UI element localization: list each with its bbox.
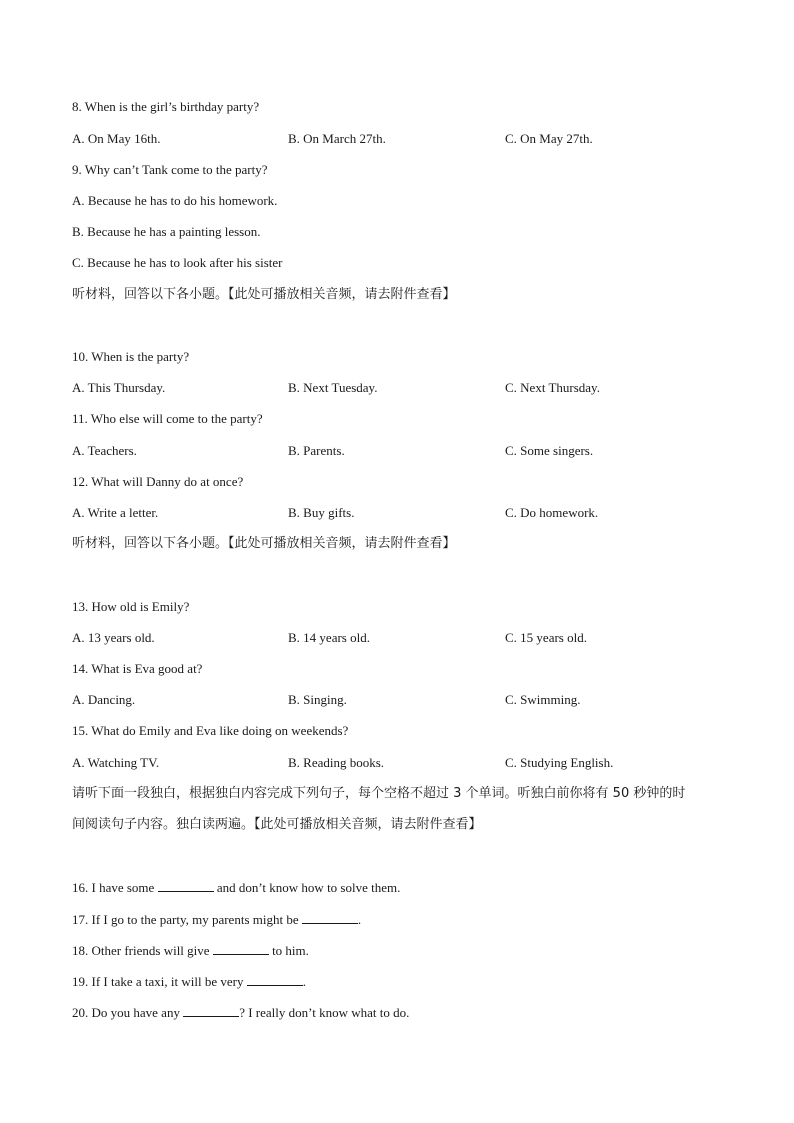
q12-option-a: A. Write a letter.	[72, 505, 159, 520]
q11-option-a: A. Teachers.	[72, 443, 137, 458]
q12-option-b: B. Buy gifts.	[288, 505, 355, 520]
question-10: 10. When is the party?	[72, 349, 190, 364]
fill-in-19	[72, 973, 306, 990]
q13-option-b: B. 14 years old.	[288, 630, 370, 645]
q8-option-b: B. On March 27th.	[288, 131, 386, 146]
fill-in-18	[72, 942, 309, 959]
fill-in-text: 18. Other friends will give	[72, 943, 213, 958]
answer-blank[interactable]	[302, 911, 358, 924]
q14-option-a: A. Dancing.	[72, 692, 136, 707]
question-14: 14. What is Eva good at?	[72, 661, 203, 676]
fill-in-text: 17. If I go to the party, my parents might be	[72, 912, 302, 927]
question-12: 12. What will Danny do at once?	[72, 474, 244, 489]
listening-instruction: 听材料，回答以下各小题。【此处可播放相关音频，请去附件查看】	[72, 536, 456, 551]
q11-option-c: C. Some singers.	[505, 443, 594, 458]
listening-instruction: 听材料，回答以下各小题。【此处可播放相关音频，请去附件查看】	[72, 287, 456, 302]
fill-in-17	[72, 911, 361, 928]
fill-in-text: 19. If I take a taxi, it will be very	[72, 974, 247, 989]
question-9: 9. Why can’t Tank come to the party?	[72, 162, 268, 177]
fill-in-text: .	[357, 912, 362, 927]
fill-in-20	[72, 1004, 409, 1021]
monologue-instruction-line-1: 请听下面一段独白，根据独白内容完成下列句子，每个空格不超过 3 个单词。听独白前你将有 50 秒钟的时	[72, 786, 686, 801]
answer-blank[interactable]	[158, 879, 214, 892]
fill-in-text: ? I really don’t know what to do.	[239, 1005, 410, 1020]
question-8: 8. When is the girl’s birthday party?	[72, 99, 260, 114]
fill-in-text: .	[302, 974, 306, 989]
q9-option-c: C. Because he has to look after his sister	[72, 255, 283, 270]
monologue-instruction-line-2: 间阅读句子内容。独白读两遍。【此处可播放相关音频，请去附件查看】	[72, 817, 482, 832]
q9-option-b: B. Because he has a painting lesson.	[72, 224, 261, 239]
q12-option-c: C. Do homework.	[505, 505, 599, 520]
q14-option-b: B. Singing.	[288, 692, 347, 707]
q15-option-a: A. Watching TV.	[72, 755, 160, 770]
q10-option-c: C. Next Thursday.	[505, 380, 600, 395]
question-11: 11. Who else will come to the party?	[72, 411, 263, 426]
q15-option-c: C. Studying English.	[505, 755, 614, 770]
q14-option-c: C. Swimming.	[505, 692, 581, 707]
q10-option-b: B. Next Tuesday.	[288, 380, 378, 395]
q11-option-b: B. Parents.	[288, 443, 345, 458]
q15-option-b: B. Reading books.	[288, 755, 385, 770]
q9-option-a: A. Because he has to do his homework.	[72, 193, 278, 208]
question-13: 13. How old is Emily?	[72, 599, 190, 614]
q13-option-c: C. 15 years old.	[505, 630, 587, 645]
q10-option-a: A. This Thursday.	[72, 380, 166, 395]
fill-in-text: to him.	[268, 943, 309, 958]
q8-option-c: C. On May 27th.	[505, 131, 593, 146]
fill-in-16	[72, 879, 400, 896]
question-15: 15. What do Emily and Eva like doing on weekends?	[72, 723, 349, 738]
fill-in-text: and don’t know how to solve them.	[213, 880, 401, 895]
fill-in-text: 16. I have some	[72, 880, 158, 895]
answer-blank[interactable]	[213, 942, 269, 955]
fill-in-text: 20. Do you have any	[72, 1005, 184, 1020]
answer-blank[interactable]	[247, 973, 303, 986]
q8-option-a: A. On May 16th.	[72, 131, 161, 146]
answer-blank[interactable]	[183, 1004, 239, 1017]
q13-option-a: A. 13 years old.	[72, 630, 155, 645]
